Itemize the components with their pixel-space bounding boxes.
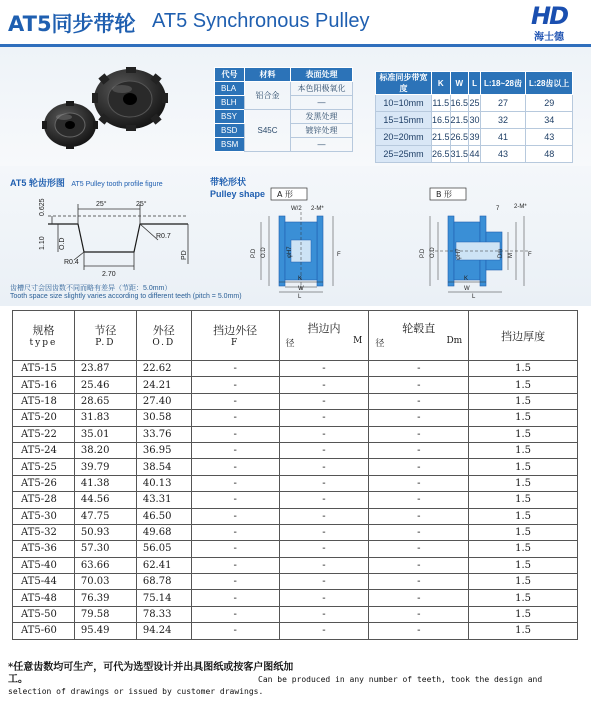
spec-table [12, 310, 578, 640]
width-cell: 15=15mm [376, 112, 432, 129]
table-row [13, 606, 578, 622]
width-header: L:18~28齿 [480, 72, 525, 95]
table-cell: 57.30 [74, 541, 136, 557]
angle-label: 25° [136, 201, 147, 208]
table-row [13, 410, 578, 426]
angle-label: 25° [96, 201, 107, 208]
material-code: BSM [215, 138, 245, 152]
material-table [214, 67, 353, 152]
logo-mark: HD [530, 2, 567, 30]
table-cell: AT5-32 [13, 524, 75, 540]
table-row [13, 524, 578, 540]
table-cell: - [369, 442, 469, 458]
width-row [376, 146, 573, 163]
table-cell: - [369, 606, 469, 622]
table-cell: 1.5 [469, 459, 578, 475]
width-row [376, 95, 573, 112]
table-cell: 56.05 [136, 541, 191, 557]
dim-label: L [298, 294, 302, 298]
table-cell: 1.5 [469, 442, 578, 458]
table-cell: - [369, 557, 469, 573]
table-cell: - [279, 574, 369, 590]
table-cell: - [191, 524, 279, 540]
table-cell: 1.5 [469, 606, 578, 622]
dim-label: W [298, 286, 304, 292]
table-cell: 22.62 [136, 361, 191, 377]
width-cell: 48 [525, 146, 572, 163]
table-cell: 41.38 [74, 475, 136, 491]
width-row [376, 112, 573, 129]
profile-note-en: Tooth space size slightly varies according to different teeth (pitch = 5.0mm) [10, 293, 242, 300]
table-row [13, 426, 578, 442]
dim-label: O.D [430, 247, 436, 258]
material-header-code: 代号 [215, 68, 245, 82]
width-header: 标准同步带宽度 [376, 72, 432, 95]
width-cell: 29 [525, 95, 572, 112]
table-cell: 31.83 [74, 410, 136, 426]
diagram-section [0, 166, 591, 306]
width-cell: 32 [480, 112, 525, 129]
table-cell: 70.03 [74, 574, 136, 590]
table-cell: 78.33 [136, 606, 191, 622]
page-header [0, 0, 591, 44]
table-row [13, 377, 578, 393]
dim-label: K [464, 276, 469, 282]
table-cell: 1.5 [469, 377, 578, 393]
table-cell: - [279, 393, 369, 409]
table-cell: AT5-26 [13, 475, 75, 491]
material-header-material: 材料 [245, 68, 291, 82]
table-cell: - [279, 541, 369, 557]
table-cell: 1.5 [469, 574, 578, 590]
table-cell: AT5-24 [13, 442, 75, 458]
profile-note-cn: 齿槽尺寸会因齿数不同而略有差异（节距：5.0mm） [10, 285, 172, 292]
pulley-small [42, 101, 98, 149]
table-cell: 47.75 [74, 508, 136, 524]
table-cell: 75.14 [136, 590, 191, 606]
table-cell: - [279, 475, 369, 491]
spec-header-row [13, 311, 578, 361]
table-cell: - [369, 410, 469, 426]
width-cell: 11.5 [432, 95, 451, 112]
table-cell: - [369, 475, 469, 491]
table-cell: - [279, 442, 369, 458]
dim-label: F [337, 252, 341, 258]
footer-note [8, 662, 583, 698]
table-cell: 38.20 [74, 442, 136, 458]
product-banner [0, 44, 591, 166]
depth-label: 0.625 [39, 198, 46, 216]
table-cell: AT5-25 [13, 459, 75, 475]
table-cell: AT5-22 [13, 426, 75, 442]
shape-heading-en: Pulley shape [210, 189, 266, 199]
width-label: 2.70 [102, 271, 116, 278]
footer-en-2: selection of drawings or issued by customer drawings. [8, 687, 264, 696]
width-cell: 41 [480, 129, 525, 146]
table-cell: - [279, 590, 369, 606]
table-cell: 1.5 [469, 557, 578, 573]
table-cell: - [191, 623, 279, 639]
width-cell: 34 [525, 112, 572, 129]
table-cell: - [191, 557, 279, 573]
header-hub-diameter: 轮毂直 径 Dm [369, 311, 469, 361]
width-cell: 10=10mm [376, 95, 432, 112]
table-cell: - [279, 524, 369, 540]
table-cell: 23.87 [74, 361, 136, 377]
dim-label: Dm [498, 248, 504, 258]
table-row [13, 623, 578, 639]
table-cell: 33.76 [136, 426, 191, 442]
table-cell: - [369, 623, 469, 639]
table-cell: - [191, 361, 279, 377]
shape-b-label: B 形 [436, 190, 453, 199]
table-cell: 1.5 [469, 393, 578, 409]
dim-label: 7 [496, 206, 500, 212]
dim-label: 2-M* [311, 206, 324, 212]
table-cell: 68.78 [136, 574, 191, 590]
table-cell: 63.66 [74, 557, 136, 573]
table-cell: 1.5 [469, 475, 578, 491]
width-cell: 25=25mm [376, 146, 432, 163]
company-logo [521, 2, 577, 42]
material-header-surface: 表面处理 [291, 68, 353, 82]
table-row [13, 574, 578, 590]
table-cell: 28.65 [74, 393, 136, 409]
table-cell: - [191, 508, 279, 524]
dim-label: φH7 [456, 248, 462, 260]
table-cell: 38.54 [136, 459, 191, 475]
table-cell: - [279, 557, 369, 573]
dim-label: φH7 [287, 246, 293, 258]
material-code: BLA [215, 82, 245, 96]
table-cell: - [369, 541, 469, 557]
table-cell: - [369, 426, 469, 442]
dim-label: L [472, 294, 476, 298]
width-cell: 43 [525, 129, 572, 146]
material-treatment: 发黑处理 [291, 110, 353, 124]
table-row [13, 541, 578, 557]
table-cell: AT5-44 [13, 574, 75, 590]
table-cell: 1.5 [469, 410, 578, 426]
table-cell: 1.5 [469, 508, 578, 524]
dim-label: F [528, 252, 532, 258]
shape-b-diagram [400, 186, 550, 298]
table-cell: 36.95 [136, 442, 191, 458]
table-cell: AT5-30 [13, 508, 75, 524]
table-cell: AT5-40 [13, 557, 75, 573]
table-cell: 43.31 [136, 492, 191, 508]
shape-heading-cn: 带轮形状 [210, 177, 247, 187]
pd-label: PD [181, 250, 188, 260]
depth-label: 1.10 [39, 236, 46, 250]
table-cell: 95.49 [74, 623, 136, 639]
table-cell: 46.50 [136, 508, 191, 524]
table-cell: AT5-36 [13, 541, 75, 557]
table-cell: 24.21 [136, 377, 191, 393]
table-cell: - [279, 623, 369, 639]
table-cell: 94.24 [136, 623, 191, 639]
table-cell: AT5-20 [13, 410, 75, 426]
table-cell: - [191, 410, 279, 426]
width-cell: 31.5 [450, 146, 469, 163]
table-cell: 49.68 [136, 524, 191, 540]
table-cell: 40.13 [136, 475, 191, 491]
table-cell: - [191, 393, 279, 409]
table-row [13, 492, 578, 508]
material-treatment: — [291, 138, 353, 152]
logo-text: 海士德 [534, 32, 564, 43]
table-cell: - [279, 426, 369, 442]
profile-heading-cn: AT5 轮齿形图 [10, 178, 65, 188]
title-english: AT5 Synchronous Pulley [152, 10, 370, 32]
table-cell: - [279, 410, 369, 426]
table-cell: 1.5 [469, 623, 578, 639]
width-header: L:28齿以上 [525, 72, 572, 95]
table-cell: - [191, 492, 279, 508]
width-header: K [432, 72, 451, 95]
table-cell: - [279, 377, 369, 393]
table-cell: - [191, 459, 279, 475]
material-treatment: 本色阳极氧化 [291, 82, 353, 96]
pulley-large [92, 67, 168, 131]
width-cell: 21.5 [450, 112, 469, 129]
table-cell: - [191, 541, 279, 557]
table-cell: 79.58 [74, 606, 136, 622]
table-cell: - [369, 361, 469, 377]
table-cell: - [191, 574, 279, 590]
table-cell: - [279, 606, 369, 622]
table-cell: - [279, 492, 369, 508]
dim-label: M [508, 253, 514, 258]
table-cell: 1.5 [469, 524, 578, 540]
table-cell: - [369, 524, 469, 540]
table-row [13, 361, 578, 377]
table-row [13, 442, 578, 458]
material-code: BSD [215, 124, 245, 138]
table-row [13, 590, 578, 606]
footer-line-cn: *任意齿数均可生产，可代为选型设计并出具图纸或按客户图纸加 [8, 662, 294, 673]
width-cell: 16.5 [432, 112, 451, 129]
width-header: L [469, 72, 481, 95]
table-cell: 44.56 [74, 492, 136, 508]
table-cell: - [369, 590, 469, 606]
table-cell: - [191, 606, 279, 622]
dim-label: 2-M* [514, 204, 527, 210]
width-cell: 43 [480, 146, 525, 163]
dim-label: W [464, 286, 470, 292]
table-cell: - [369, 459, 469, 475]
dim-label: P.D [420, 248, 426, 258]
table-cell: 25.46 [74, 377, 136, 393]
table-cell: 1.5 [469, 426, 578, 442]
od-label: O.D [59, 237, 66, 250]
width-header: W [450, 72, 469, 95]
table-row [13, 459, 578, 475]
header-flange-outer: 挡边外径 F [191, 311, 279, 361]
footer-en-1: Can be produced in any number of teeth, took the design and [258, 675, 543, 684]
table-row [13, 508, 578, 524]
material-aluminum: 铝合金 [245, 82, 291, 110]
width-cell: 21.5 [432, 129, 451, 146]
profile-heading [10, 176, 163, 189]
profile-heading-en: AT5 Pulley tooth profile figure [71, 181, 163, 188]
table-cell: - [369, 393, 469, 409]
table-cell: - [279, 361, 369, 377]
table-cell: AT5-50 [13, 606, 75, 622]
table-cell: 1.5 [469, 361, 578, 377]
table-cell: AT5-28 [13, 492, 75, 508]
width-cell: 20=20mm [376, 129, 432, 146]
header-pitch-diameter: 节径 P.D [74, 311, 136, 361]
table-cell: - [369, 508, 469, 524]
header-flange-thickness: 挡边厚度 [469, 311, 578, 361]
belt-width-table [375, 71, 573, 163]
table-cell: - [369, 377, 469, 393]
table-cell: - [191, 442, 279, 458]
dim-label: W/2 [291, 206, 302, 212]
table-cell: 76.39 [74, 590, 136, 606]
tooth-profile-diagram [38, 194, 198, 284]
table-cell: 35.01 [74, 426, 136, 442]
table-cell: - [279, 508, 369, 524]
dim-label: P.D [251, 248, 257, 258]
table-cell: AT5-60 [13, 623, 75, 639]
footer-line-cn-2: 工。 [8, 674, 28, 685]
shape-a-label: A 形 [277, 190, 294, 199]
header-type: 规格 type [13, 311, 75, 361]
material-treatment: 镀锌处理 [291, 124, 353, 138]
table-cell: - [279, 459, 369, 475]
width-cell: 16.5 [450, 95, 469, 112]
table-cell: AT5-18 [13, 393, 75, 409]
pulley-photo [32, 59, 182, 159]
table-row [13, 475, 578, 491]
dim-label: K [298, 276, 303, 282]
dim-label: O.D [261, 247, 267, 258]
width-row [376, 129, 573, 146]
material-steel: S45C [245, 110, 291, 152]
table-cell: 30.58 [136, 410, 191, 426]
width-cell: 25 [469, 95, 481, 112]
table-row [13, 393, 578, 409]
table-cell: - [191, 475, 279, 491]
table-row [13, 557, 578, 573]
table-cell: - [369, 574, 469, 590]
table-cell: AT5-48 [13, 590, 75, 606]
header-outer-diameter: 外径 O.D [136, 311, 191, 361]
table-cell: 1.5 [469, 492, 578, 508]
width-cell: 30 [469, 112, 481, 129]
table-cell: AT5-15 [13, 361, 75, 377]
width-cell: 44 [469, 146, 481, 163]
profile-note [10, 285, 242, 301]
material-code: BSY [215, 110, 245, 124]
radius-label: R0.4 [64, 259, 79, 266]
table-cell: 1.5 [469, 590, 578, 606]
table-cell: 62.41 [136, 557, 191, 573]
table-cell: 39.79 [74, 459, 136, 475]
table-cell: - [369, 492, 469, 508]
table-cell: 1.5 [469, 541, 578, 557]
width-cell: 26.5 [432, 146, 451, 163]
radius-label: R0.7 [156, 233, 171, 240]
width-cell: 27 [480, 95, 525, 112]
table-cell: AT5-16 [13, 377, 75, 393]
table-cell: - [191, 377, 279, 393]
material-code: BLH [215, 96, 245, 110]
width-cell: 26.5 [450, 129, 469, 146]
title-chinese: AT5同步带轮 [8, 12, 136, 36]
shape-a-diagram [243, 186, 363, 298]
table-cell: - [191, 426, 279, 442]
table-cell: - [191, 590, 279, 606]
table-cell: 50.93 [74, 524, 136, 540]
header-flange-inner: 挡边内 径 M [279, 311, 369, 361]
material-treatment: — [291, 96, 353, 110]
table-cell: 27.40 [136, 393, 191, 409]
width-cell: 39 [469, 129, 481, 146]
